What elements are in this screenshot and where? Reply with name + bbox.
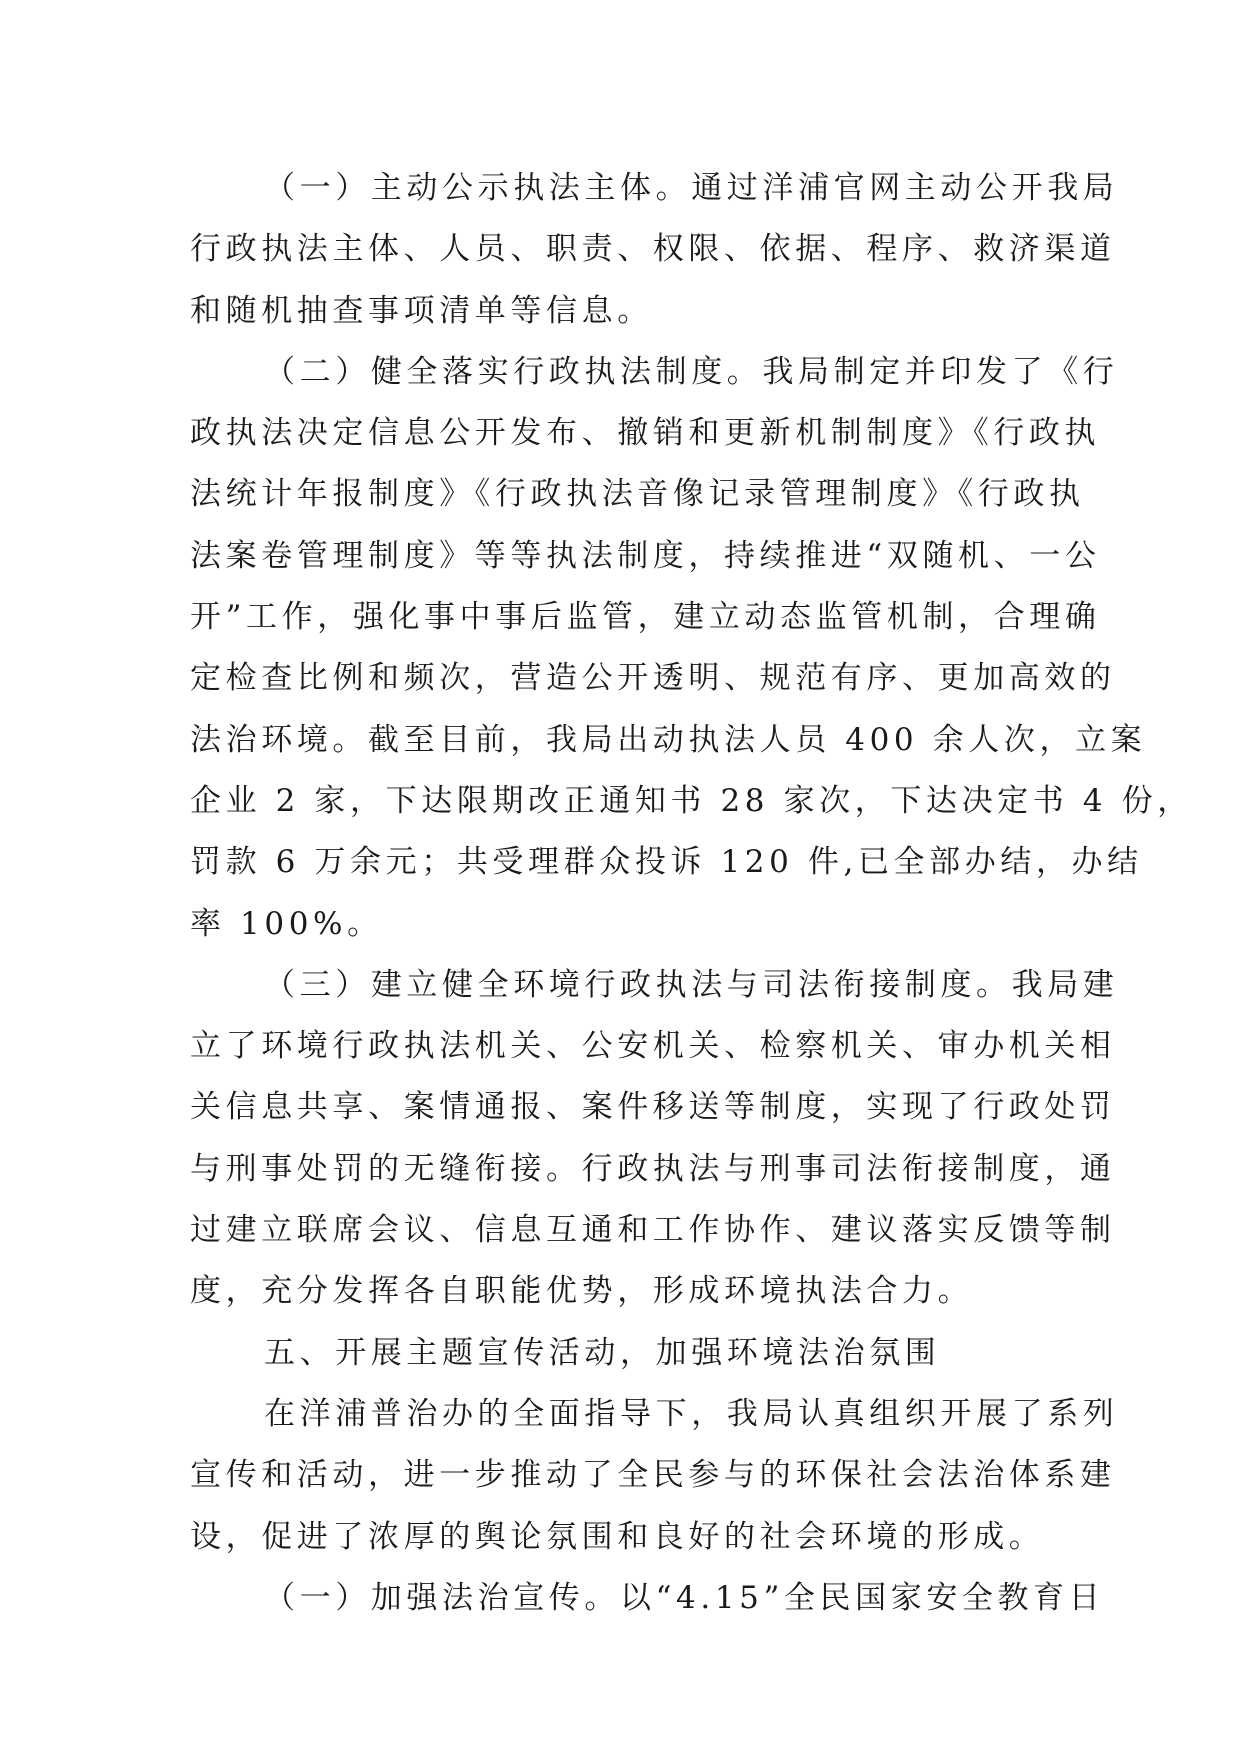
text-line: 罚款 6 万余元；共受理群众投诉 120 件,已全部办结，办结 — [190, 844, 1143, 881]
text-line: 企业 2 家，下达限期改正通知书 28 家次，下达决定书 4 份， — [190, 782, 1193, 819]
text-line: 定检查比例和频次，营造公开透明、规范有序、更加高效的 — [190, 660, 1116, 697]
document-body — [190, 158, 1193, 1629]
text-line: 立了环境行政执法机关、公安机关、检察机关、审办机关相 — [190, 1028, 1116, 1065]
text-line: 关信息共享、案情通报、案件移送等制度，实现了行政处罚 — [190, 1089, 1116, 1126]
text-line: 行政执法主体、人员、职责、权限、依据、程序、救济渠道 — [190, 231, 1116, 268]
text-line: 在洋浦普治办的全面指导下，我局认真组织开展了系列 — [264, 1395, 1119, 1432]
text-line: 开”工作，强化事中事后监管，建立动态监管机制，合理确 — [190, 599, 1101, 636]
text-line: 政执法决定信息公开发布、撤销和更新机制制度》《行政执 — [190, 415, 1101, 452]
text-line: 法统计年报制度》《行政执法音像记录管理制度》《行政执 — [190, 476, 1085, 513]
text-line: 过建立联席会议、信息互通和工作协作、建议落实反馈等制 — [190, 1212, 1116, 1249]
text-line: （一）主动公示执法主体。通过洋浦官网主动公开我局 — [264, 170, 1119, 206]
text-line: （一）加强法治宣传。以“4.15”全民国家安全教育日 — [264, 1579, 1105, 1616]
section-heading: 五、开展主题宣传活动，加强环境法治氛围 — [264, 1334, 941, 1371]
text-line: 率 100%。 — [190, 905, 383, 942]
text-line: 度，充分发挥各自职能优势，形成环境执法合力。 — [190, 1273, 974, 1310]
text-line: （三）建立健全环境行政执法与司法衔接制度。我局建 — [264, 966, 1119, 1003]
text-line: 法案卷管理制度》等等执法制度，持续推进“双随机、一公 — [190, 537, 1101, 574]
text-line: （二）健全落实行政执法制度。我局制定并印发了《行 — [264, 353, 1119, 390]
text-line: 与刑事处罚的无缝衔接。行政执法与刑事司法衔接制度，通 — [190, 1150, 1116, 1187]
text-line: 宣传和活动，进一步推动了全民参与的环保社会法治体系建 — [190, 1457, 1116, 1494]
text-line: 法治环境。截至目前，我局出动执法人员 400 余人次，立案 — [190, 721, 1147, 758]
text-line: 设，促进了浓厚的舆论氛围和良好的社会环境的形成。 — [190, 1518, 1045, 1555]
text-line: 和随机抽查事项清单等信息。 — [190, 292, 653, 329]
